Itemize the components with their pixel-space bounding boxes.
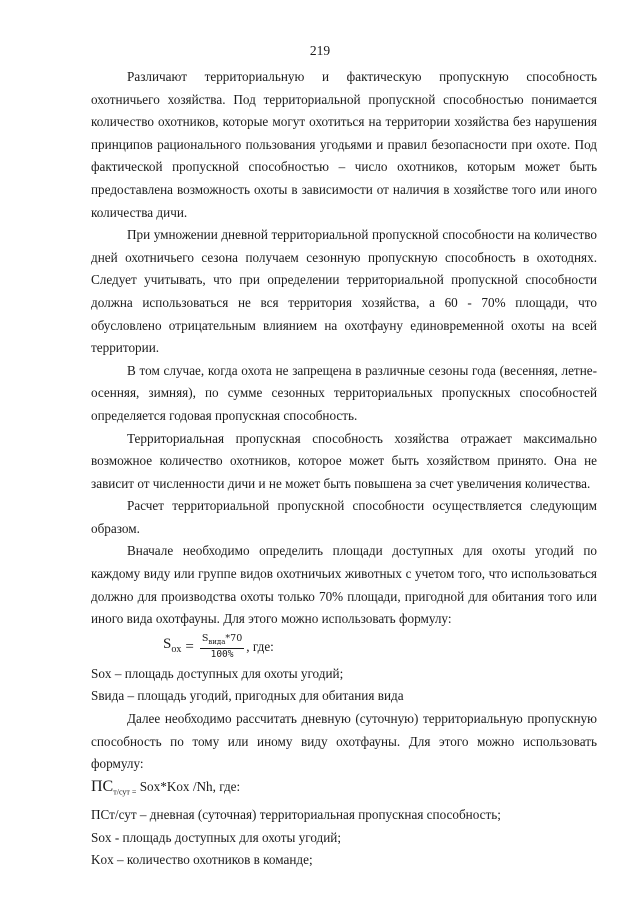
formula-area (163, 631, 597, 663)
formula-tail: , где: (246, 638, 274, 654)
definition-line: Kox – количество охотников в команде; (91, 852, 313, 868)
paragraph: В том случае, когда охота не запрещена в различные сезоны года (весенняя, летне-осенняя, зимняя), по сумме сезонных территориальных пропускных способностей определяется годовая пропускная способность. (91, 362, 597, 423)
fraction-denominator: 100% (210, 648, 234, 660)
paragraph: При умножении дневной территориальной пропускной способности на количество дней охотничьего сезона получаем сезонную пропускную способность в охотоднях. Следует учитывать, что при определении территориальной пропускной способности должна использоваться не вся территория хозяйства, а 60 - 70% площади, что обусловлено отрицательным влиянием на охотфауну единовременной охоты на всей территории. (91, 227, 597, 356)
formula-fraction (200, 633, 244, 661)
page-body (91, 66, 597, 872)
formula-lhs: $S_{ox}$ (163, 635, 182, 655)
paragraph: Вначале необходимо определить площади доступных для охоты угодий по каждому виду или группе видов охотничьих животных с учетом того, что использоваться должно для производства охоты только 70% площади, пригодной для обитания того или иного вида охотфауны. Для этого можно использовать формулу: (91, 543, 597, 627)
formula-capacity: $ПС_{т/сут =}$ Sox*Kox /Nh, где: (91, 777, 241, 797)
page-number: 219 (309, 43, 331, 58)
formula-equals: = (185, 638, 194, 655)
fraction-numerator: $S_{вида}*70$ (200, 633, 244, 649)
definition-line: Sox - площадь доступных для охоты угодий; (91, 829, 342, 845)
paragraph: Далее необходимо рассчитать дневную (суточную) территориальную пропускную способность по тому или иному виду охотфауны. Для этого можно использовать формулу: (91, 711, 597, 772)
definition-line: Sвида – площадь угодий, пригодных для обитания вида (91, 688, 404, 704)
definition-line: Sox – площадь доступных для охоты угодий; (91, 665, 344, 681)
definition-line: ПСт/сут – дневная (суточная) территориальная пропускная способность; (91, 807, 501, 823)
paragraph: Территориальная пропускная способность хозяйства отражает максимально возможное количество охотников, которое может быть хозяйством принято. Она не зависит от численности дичи и не может быть повышена за счет увеличения количества. (91, 430, 597, 491)
paragraph: Различают территориальную и фактическую пропускную способность охотничьего хозяйства. Под территориальной пропускной способностью понимается количество охотников, которые могут охотиться на территории хозяйства без нарушения принципов рационального пользования угодьями и правил безопасности при охоте. Под фактической пропускной способностью – число охотников, которым может быть предоставлена возможность охоты в зависимости от наличия в хозяйстве того или иного количества дичи. (91, 69, 597, 220)
paragraph: Расчет территориальной пропускной способности осуществляется следующим образом. (91, 498, 597, 536)
